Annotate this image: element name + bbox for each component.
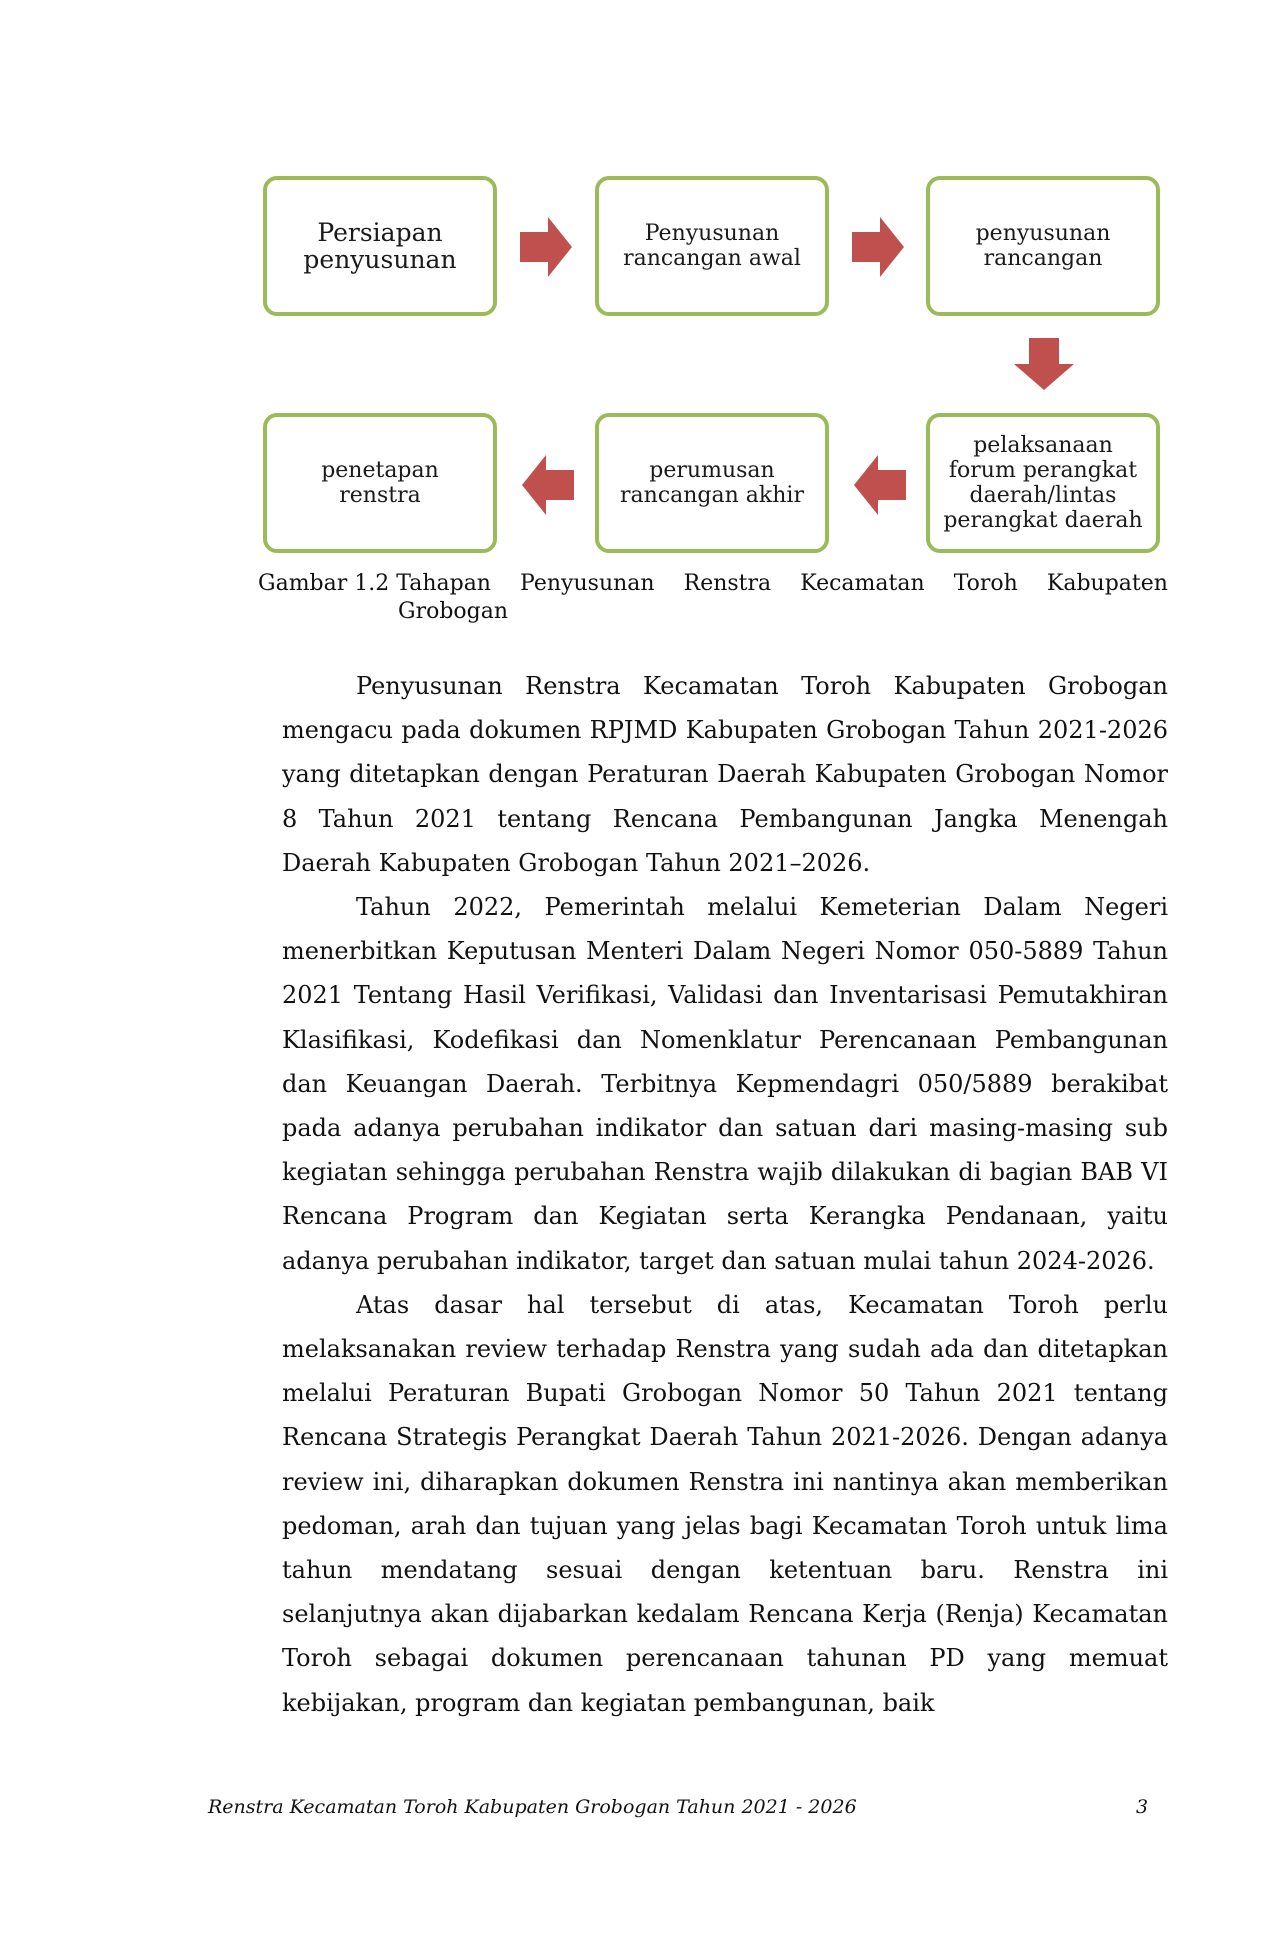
- caption-word: Renstra: [683, 571, 772, 596]
- step-box-5: perumusan rancangan akhir: [595, 413, 829, 553]
- paragraph: Penyusunan Renstra Kecamatan Toroh Kabupaten Grobogan mengacu pada dokumen RPJMD Kabupaten Grobogan Tahun 2021-2026 yang ditetapkan dengan Peraturan Daerah Kabupaten Grobogan Nomor 8 Tahun 2021 tentang Rencana Pembangunan Jangka Menengah Daerah Kabupaten Grobogan Tahun 2021–2026.: [282, 672, 1168, 877]
- step-box-3: penyusunan rancangan: [926, 176, 1160, 316]
- caption-word: Toroh: [953, 571, 1018, 596]
- figure-caption: [258, 570, 1168, 626]
- arrow-right-icon: [852, 217, 904, 277]
- arrow-left-icon: [522, 455, 574, 515]
- arrow-right-icon: [520, 217, 572, 277]
- step-box-4: pelaksanaan forum perangkat daerah/lintas perangkat daerah: [926, 413, 1160, 553]
- caption-word: Kabupaten: [1046, 571, 1168, 596]
- page-number: 3: [1136, 1796, 1149, 1818]
- arrow-left-icon: [854, 455, 906, 515]
- arrow-down-icon: [1014, 338, 1074, 390]
- step-box-1: Persiapan penyusunan: [263, 176, 497, 316]
- footer-title: Renstra Kecamatan Toroh Kabupaten Grobogan Tahun 2021 - 2026: [208, 1796, 857, 1818]
- caption-line-2: Grobogan: [398, 599, 509, 624]
- paragraph: Tahun 2022, Pemerintah melalui Kemeterian Dalam Negeri menerbitkan Keputusan Menteri Dalam Negeri Nomor 050-5889 Tahun 2021 Tentang Hasil Verifikasi, Validasi dan Inventarisasi Pemutakhiran Klasifikasi, Kodefikasi dan Nomenklatur Perencanaan Pembangunan dan Keuangan Daerah. Terbitnya Kepmendagri 050/5889 berakibat pada adanya perubahan indikator dan satuan dari masing-masing sub kegiatan sehingga perubahan Renstra wajib dilakukan di bagian BAB VI Rencana Program dan Kegiatan serta Kerangka Pendanaan, yaitu adanya perubahan indikator, target dan satuan mulai tahun 2024-2026.: [282, 893, 1168, 1275]
- caption-word: Gambar 1.2 Tahapan: [258, 571, 491, 596]
- caption-word: Kecamatan: [800, 571, 925, 596]
- step-box-2: Penyusunan rancangan awal: [595, 176, 829, 316]
- body-text: [282, 664, 1168, 1725]
- caption-word: Penyusunan: [520, 571, 655, 596]
- paragraph: Atas dasar hal tersebut di atas, Kecamatan Toroh perlu melaksanakan review terhadap Renstra yang sudah ada dan ditetapkan melalui Peraturan Bupati Grobogan Nomor 50 Tahun 2021 tentang Rencana Strategis Perangkat Daerah Tahun 2021-2026. Dengan adanya review ini, diharapkan dokumen Renstra ini nantinya akan memberikan pedoman, arah dan tujuan yang jelas bagi Kecamatan Toroh untuk lima tahun mendatang sesuai dengan ketentuan baru. Renstra ini selanjutnya akan dijabarkan kedalam Rencana Kerja (Renja) Kecamatan Toroh sebagai dokumen perencanaan tahunan PD yang memuat kebijakan, program dan kegiatan pembangunan, baik: [282, 1290, 1168, 1717]
- step-box-6: penetapan renstra: [263, 413, 497, 553]
